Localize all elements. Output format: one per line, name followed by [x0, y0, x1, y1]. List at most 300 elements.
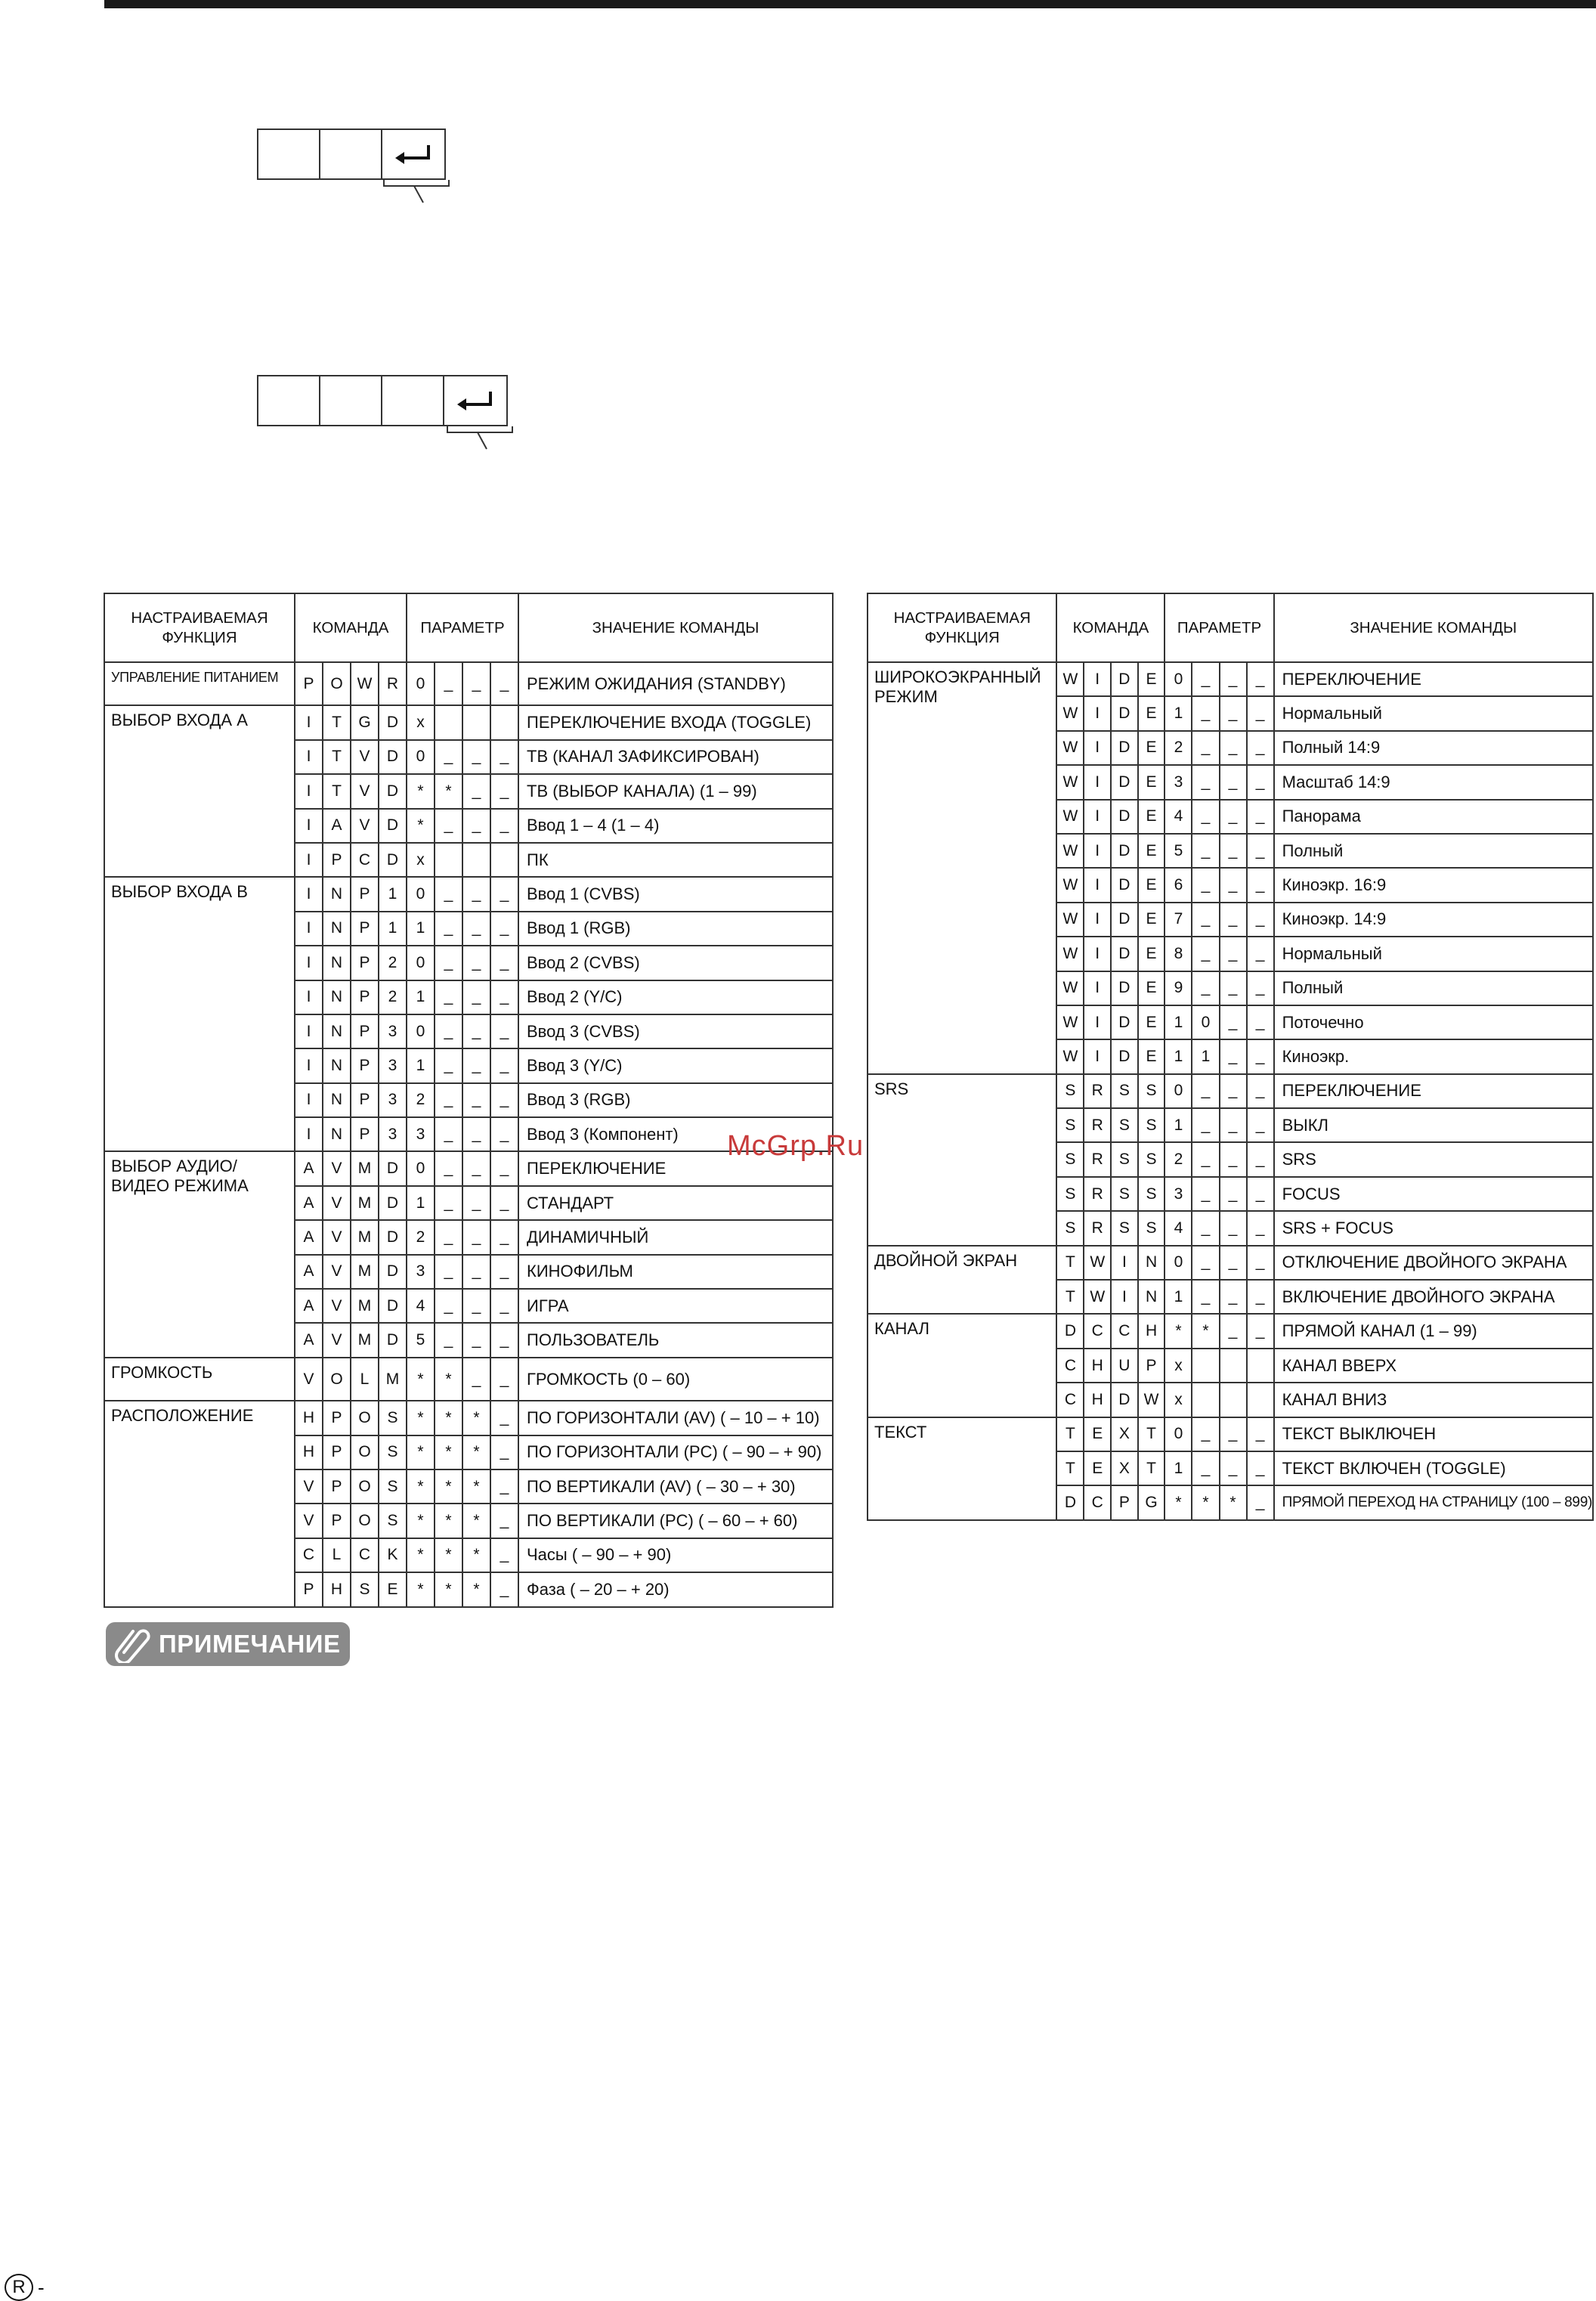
parameter-char: 2 — [1165, 731, 1192, 765]
parameter-char: _ — [435, 1151, 462, 1185]
parameter-char — [462, 705, 490, 739]
parameter-char: _ — [435, 912, 462, 946]
command-char: E — [379, 1572, 407, 1606]
parameter-char: _ — [490, 1538, 518, 1572]
parameter-char: _ — [462, 1255, 490, 1289]
parameter-char: _ — [1192, 834, 1219, 868]
command-char: S — [1138, 1108, 1165, 1142]
parameter-char: * — [407, 1358, 435, 1401]
command-char: D — [1111, 696, 1137, 730]
command-char: P — [351, 980, 379, 1014]
meaning-cell: Нормальный — [1274, 937, 1593, 971]
command-char: A — [295, 1186, 323, 1220]
command-char: I — [1084, 662, 1111, 696]
parameter-char: _ — [1247, 1005, 1274, 1039]
header-command: КОМАНДА — [1056, 593, 1165, 662]
command-char: P — [323, 843, 351, 877]
parameter-char: _ — [490, 1083, 518, 1117]
meaning-cell: Ввод 1 (CVBS) — [518, 877, 833, 911]
format-cell — [320, 376, 382, 425]
parameter-char: _ — [1192, 1211, 1219, 1245]
table-row — [868, 1246, 1593, 1280]
parameter-char: * — [462, 1538, 490, 1572]
function-cell: ВЫБОР ВХОДА A — [104, 705, 295, 877]
parameter-char: _ — [490, 1469, 518, 1504]
parameter-char: _ — [1220, 1314, 1247, 1348]
meaning-cell: Ввод 2 (Y/C) — [518, 980, 833, 1014]
command-char: N — [323, 946, 351, 980]
command-char: E — [1138, 937, 1165, 971]
command-char: M — [351, 1186, 379, 1220]
region-mark: R — [5, 2274, 33, 2301]
command-char: M — [351, 1151, 379, 1185]
command-char: I — [1084, 834, 1111, 868]
parameter-char: _ — [1247, 1211, 1274, 1245]
parameter-char: _ — [1220, 868, 1247, 902]
command-char: 1 — [379, 877, 407, 911]
meaning-cell: ТВ (КАНАЛ ЗАФИКСИРОВАН) — [518, 740, 833, 774]
command-char: V — [351, 740, 379, 774]
command-char: V — [295, 1358, 323, 1401]
parameter-char: _ — [1192, 1280, 1219, 1314]
meaning-cell: КАНАЛ ВНИЗ — [1274, 1383, 1593, 1417]
parameter-char: _ — [1192, 937, 1219, 971]
command-char: E — [1138, 868, 1165, 902]
meaning-cell: SRS — [1274, 1142, 1593, 1176]
parameter-char: 1 — [407, 980, 435, 1014]
parameter-char — [490, 705, 518, 739]
command-char: S — [1056, 1177, 1084, 1211]
parameter-char: _ — [1192, 1142, 1219, 1176]
parameter-char: _ — [490, 774, 518, 808]
command-char: W — [1056, 662, 1084, 696]
parameter-char: _ — [462, 1323, 490, 1357]
function-cell: УПРАВЛЕНИЕ ПИТАНИЕМ — [104, 662, 295, 705]
command-char: I — [1084, 731, 1111, 765]
parameter-char: x — [407, 843, 435, 877]
parameter-char: 1 — [1165, 1039, 1192, 1073]
parameter-char: * — [407, 774, 435, 808]
parameter-char: 5 — [1165, 834, 1192, 868]
meaning-cell: Поточечно — [1274, 1005, 1593, 1039]
note-heading — [106, 1622, 350, 1666]
meaning-cell: ПО ГОРИЗОНТАЛИ (AV) ( – 10 – + 10) — [518, 1401, 833, 1435]
table-row — [104, 662, 833, 705]
command-char: D — [1111, 903, 1137, 937]
parameter-char: * — [462, 1572, 490, 1606]
command-char: S — [379, 1469, 407, 1504]
command-char: D — [379, 843, 407, 877]
parameter-char: _ — [1220, 731, 1247, 765]
command-char: S — [1056, 1142, 1084, 1176]
parameter-char: _ — [490, 877, 518, 911]
parameter-char: * — [1192, 1314, 1219, 1348]
command-char: T — [323, 740, 351, 774]
parameter-char: 0 — [407, 662, 435, 705]
meaning-cell: ТЕКСТ ВЫКЛЮЧЕН — [1274, 1417, 1593, 1451]
meaning-cell: Киноэкр. 14:9 — [1274, 903, 1593, 937]
command-char: E — [1138, 1039, 1165, 1073]
enter-return-icon — [394, 143, 433, 166]
parameter-char: _ — [1192, 800, 1219, 834]
command-char: T — [1056, 1451, 1084, 1485]
parameter-char: _ — [462, 980, 490, 1014]
command-char: M — [351, 1289, 379, 1323]
command-char: X — [1111, 1451, 1137, 1485]
command-char: I — [1084, 868, 1111, 902]
parameter-char: 0 — [1165, 1417, 1192, 1451]
command-char: T — [1138, 1417, 1165, 1451]
command-char: E — [1084, 1417, 1111, 1451]
parameter-char: 0 — [407, 1151, 435, 1185]
command-table-left — [104, 593, 834, 1608]
command-char: U — [1111, 1349, 1137, 1383]
command-char: G — [351, 705, 379, 739]
command-char: E — [1138, 765, 1165, 799]
command-char: I — [1084, 1039, 1111, 1073]
command-char: C — [295, 1538, 323, 1572]
parameter-char: _ — [435, 809, 462, 843]
parameter-char: * — [435, 1401, 462, 1435]
parameter-char: 2 — [407, 1220, 435, 1254]
meaning-cell: КАНАЛ ВВЕРХ — [1274, 1349, 1593, 1383]
parameter-char: 4 — [1165, 1211, 1192, 1245]
command-char: A — [295, 1151, 323, 1185]
meaning-cell: FOCUS — [1274, 1177, 1593, 1211]
parameter-char: _ — [1192, 868, 1219, 902]
command-char: D — [1111, 765, 1137, 799]
parameter-char: 4 — [407, 1289, 435, 1323]
parameter-char: _ — [435, 1220, 462, 1254]
command-char: N — [1138, 1246, 1165, 1280]
command-char: T — [1056, 1417, 1084, 1451]
command-char: D — [1056, 1485, 1084, 1519]
meaning-cell: Ввод 1 – 4 (1 – 4) — [518, 809, 833, 843]
command-char: D — [1111, 731, 1137, 765]
command-char: D — [379, 705, 407, 739]
command-char: R — [1084, 1108, 1111, 1142]
command-char: W — [1056, 765, 1084, 799]
table-row — [868, 1417, 1593, 1451]
command-char: I — [295, 877, 323, 911]
parameter-char: _ — [490, 1401, 518, 1435]
meaning-cell: ПЕРЕКЛЮЧЕНИЕ — [1274, 1074, 1593, 1108]
format-cell-enter — [444, 376, 506, 425]
parameter-char: _ — [462, 1048, 490, 1082]
header-parameter: ПАРАМЕТР — [407, 593, 518, 662]
parameter-char: * — [435, 1572, 462, 1606]
parameter-char: _ — [490, 1048, 518, 1082]
command-char: P — [295, 1572, 323, 1606]
meaning-cell: Полный 14:9 — [1274, 731, 1593, 765]
parameter-char: _ — [435, 662, 462, 705]
meaning-cell: ИГРА — [518, 1289, 833, 1323]
function-cell: РАСПОЛОЖЕНИЕ — [104, 1401, 295, 1606]
command-char: W — [1056, 696, 1084, 730]
parameter-char: _ — [1192, 662, 1219, 696]
parameter-char: 3 — [1165, 765, 1192, 799]
meaning-cell: Панорама — [1274, 800, 1593, 834]
parameter-char: _ — [1247, 868, 1274, 902]
parameter-char: 0 — [1165, 1074, 1192, 1108]
command-char: S — [1138, 1074, 1165, 1108]
meaning-cell: ВЫКЛ — [1274, 1108, 1593, 1142]
command-char: R — [1084, 1074, 1111, 1108]
parameter-char: _ — [490, 1504, 518, 1538]
parameter-char: _ — [1247, 1314, 1274, 1348]
parameter-char: 1 — [1165, 1108, 1192, 1142]
command-char: O — [351, 1435, 379, 1469]
parameter-char: 0 — [1192, 1005, 1219, 1039]
command-char: W — [1056, 903, 1084, 937]
command-char: H — [1138, 1314, 1165, 1348]
parameter-char: 1 — [1165, 1280, 1192, 1314]
command-char: I — [295, 740, 323, 774]
command-char: D — [379, 1151, 407, 1185]
command-char: I — [1084, 696, 1111, 730]
meaning-cell: Ввод 3 (Компонент) — [518, 1117, 833, 1151]
parameter-char: _ — [490, 809, 518, 843]
command-char: R — [1084, 1177, 1111, 1211]
command-char: I — [295, 843, 323, 877]
command-char: S — [379, 1401, 407, 1435]
command-char: P — [351, 1083, 379, 1117]
meaning-cell: ВКЛЮЧЕНИЕ ДВОЙНОГО ЭКРАНА — [1274, 1280, 1593, 1314]
parameter-char: _ — [1192, 1451, 1219, 1485]
command-char: N — [323, 1083, 351, 1117]
command-char: S — [1111, 1142, 1137, 1176]
parameter-char — [1247, 1349, 1274, 1383]
command-char: S — [1056, 1074, 1084, 1108]
parameter-char: _ — [462, 1083, 490, 1117]
parameter-char: _ — [1247, 1451, 1274, 1485]
parameter-char: _ — [1220, 1451, 1247, 1485]
parameter-char: _ — [462, 1186, 490, 1220]
command-char: N — [323, 1117, 351, 1151]
parameter-char: _ — [1192, 971, 1219, 1005]
parameter-char: _ — [1220, 903, 1247, 937]
parameter-char: _ — [1220, 1108, 1247, 1142]
command-char: S — [351, 1572, 379, 1606]
header-command: КОМАНДА — [295, 593, 407, 662]
parameter-char: 0 — [1165, 1246, 1192, 1280]
parameter-char: _ — [1192, 696, 1219, 730]
command-char: R — [379, 662, 407, 705]
command-char: T — [323, 705, 351, 739]
command-char: D — [1111, 834, 1137, 868]
parameter-char — [1220, 1383, 1247, 1417]
parameter-char: _ — [490, 1358, 518, 1401]
format-cell — [258, 376, 320, 425]
parameter-char: _ — [490, 980, 518, 1014]
format-cell — [320, 130, 382, 178]
parameter-char: 1 — [1192, 1039, 1219, 1073]
parameter-char: 4 — [1165, 800, 1192, 834]
command-char: 1 — [379, 912, 407, 946]
command-char: P — [351, 946, 379, 980]
command-char: H — [1084, 1349, 1111, 1383]
parameter-char: _ — [490, 1323, 518, 1357]
parameter-char: 0 — [407, 1014, 435, 1048]
command-char: W — [1056, 971, 1084, 1005]
parameter-char: _ — [462, 809, 490, 843]
response-format-long — [257, 375, 508, 426]
command-char: N — [323, 877, 351, 911]
meaning-cell: ГРОМКОСТЬ (0 – 60) — [518, 1358, 833, 1401]
parameter-char: _ — [1220, 834, 1247, 868]
parameter-char: _ — [1220, 1039, 1247, 1073]
parameter-char: 6 — [1165, 868, 1192, 902]
parameter-char: _ — [1220, 1417, 1247, 1451]
command-char: V — [323, 1289, 351, 1323]
parameter-char: 2 — [1165, 1142, 1192, 1176]
parameter-char: _ — [435, 1255, 462, 1289]
parameter-char: _ — [1192, 731, 1219, 765]
command-char: C — [1084, 1314, 1111, 1348]
command-char: I — [295, 912, 323, 946]
command-char: D — [1111, 868, 1137, 902]
command-char: I — [1084, 971, 1111, 1005]
parameter-char: _ — [435, 1186, 462, 1220]
parameter-char: _ — [490, 1117, 518, 1151]
command-char: I — [295, 1083, 323, 1117]
parameter-char: * — [435, 1435, 462, 1469]
parameter-char: _ — [1220, 1246, 1247, 1280]
meaning-cell: Ввод 3 (RGB) — [518, 1083, 833, 1117]
command-char: I — [295, 946, 323, 980]
meaning-cell: ПЕРЕКЛЮЧЕНИЕ — [1274, 662, 1593, 696]
note-label: ПРИМЕЧАНИЕ — [159, 1630, 341, 1658]
command-char: C — [1056, 1383, 1084, 1417]
parameter-char — [1192, 1383, 1219, 1417]
command-char: D — [379, 1289, 407, 1323]
parameter-char: _ — [462, 774, 490, 808]
command-char: W — [1056, 1005, 1084, 1039]
format-brace-icon — [382, 178, 450, 206]
parameter-char: _ — [1220, 1005, 1247, 1039]
parameter-char: _ — [490, 1572, 518, 1606]
parameter-char: _ — [1247, 662, 1274, 696]
command-char: D — [1056, 1314, 1084, 1348]
parameter-char: _ — [490, 946, 518, 980]
parameter-char: * — [462, 1401, 490, 1435]
meaning-cell: ПО ВЕРТИКАЛИ (PC) ( – 60 – + 60) — [518, 1504, 833, 1538]
parameter-char: * — [407, 1538, 435, 1572]
command-char: S — [1111, 1074, 1137, 1108]
meaning-cell: КИНОФИЛЬМ — [518, 1255, 833, 1289]
table-row — [104, 877, 833, 911]
meaning-cell: Масштаб 14:9 — [1274, 765, 1593, 799]
parameter-char: _ — [490, 662, 518, 705]
parameter-char: _ — [1192, 903, 1219, 937]
command-char: D — [1111, 662, 1137, 696]
command-char: S — [1056, 1108, 1084, 1142]
parameter-char: _ — [1192, 1246, 1219, 1280]
format-brace-icon — [446, 425, 514, 452]
enter-return-icon — [456, 389, 495, 412]
command-char: D — [1111, 971, 1137, 1005]
command-char: S — [1138, 1177, 1165, 1211]
page-number: - — [38, 2275, 45, 2299]
meaning-cell: ТВ (ВЫБОР КАНАЛА) (1 – 99) — [518, 774, 833, 808]
command-char: S — [1138, 1211, 1165, 1245]
command-char: T — [323, 774, 351, 808]
parameter-char: _ — [490, 912, 518, 946]
command-char: E — [1138, 903, 1165, 937]
meaning-cell: ПК — [518, 843, 833, 877]
command-char: I — [295, 1014, 323, 1048]
parameter-char: _ — [435, 877, 462, 911]
parameter-char: * — [407, 809, 435, 843]
command-char: S — [1111, 1108, 1137, 1142]
parameter-char: _ — [490, 1435, 518, 1469]
command-char: A — [295, 1220, 323, 1254]
format-cell — [258, 130, 320, 178]
command-char: P — [323, 1504, 351, 1538]
command-char: E — [1138, 800, 1165, 834]
command-char: E — [1138, 662, 1165, 696]
meaning-cell: ПРЯМОЙ КАНАЛ (1 – 99) — [1274, 1314, 1593, 1348]
command-char: D — [1111, 1039, 1137, 1073]
parameter-char: 9 — [1165, 971, 1192, 1005]
command-char: E — [1138, 971, 1165, 1005]
command-char: H — [1084, 1383, 1111, 1417]
parameter-char: * — [435, 774, 462, 808]
command-char: P — [351, 1014, 379, 1048]
command-char: W — [1084, 1280, 1111, 1314]
parameter-char: _ — [1220, 971, 1247, 1005]
parameter-char: * — [407, 1504, 435, 1538]
command-char: V — [351, 809, 379, 843]
command-char: I — [295, 980, 323, 1014]
parameter-char — [1247, 1383, 1274, 1417]
parameter-char: _ — [435, 1083, 462, 1117]
parameter-char: * — [1165, 1485, 1192, 1519]
command-char: H — [323, 1572, 351, 1606]
parameter-char: * — [435, 1538, 462, 1572]
parameter-char: _ — [1220, 800, 1247, 834]
command-char: A — [295, 1255, 323, 1289]
command-char: W — [1056, 800, 1084, 834]
command-char: 3 — [379, 1117, 407, 1151]
parameter-char — [435, 843, 462, 877]
parameter-char: _ — [1192, 1177, 1219, 1211]
command-char: M — [351, 1255, 379, 1289]
command-char: P — [351, 877, 379, 911]
function-cell: КАНАЛ — [868, 1314, 1056, 1417]
command-char: V — [323, 1186, 351, 1220]
parameter-char: _ — [1247, 1280, 1274, 1314]
command-char: C — [1084, 1485, 1111, 1519]
command-char: I — [295, 809, 323, 843]
command-char: V — [323, 1255, 351, 1289]
command-char: H — [295, 1401, 323, 1435]
parameter-char: 7 — [1165, 903, 1192, 937]
parameter-char: _ — [462, 1289, 490, 1323]
parameter-char: _ — [1192, 765, 1219, 799]
parameter-char: * — [407, 1572, 435, 1606]
command-char: P — [351, 1117, 379, 1151]
command-table-right — [867, 593, 1594, 1521]
parameter-char: 1 — [1165, 1451, 1192, 1485]
parameter-char: _ — [435, 1289, 462, 1323]
header-meaning: ЗНАЧЕНИЕ КОМАНДЫ — [518, 593, 833, 662]
table-row — [868, 1074, 1593, 1108]
parameter-char: 2 — [407, 1083, 435, 1117]
parameter-char: _ — [462, 946, 490, 980]
parameter-char: _ — [462, 912, 490, 946]
parameter-char: _ — [435, 1117, 462, 1151]
